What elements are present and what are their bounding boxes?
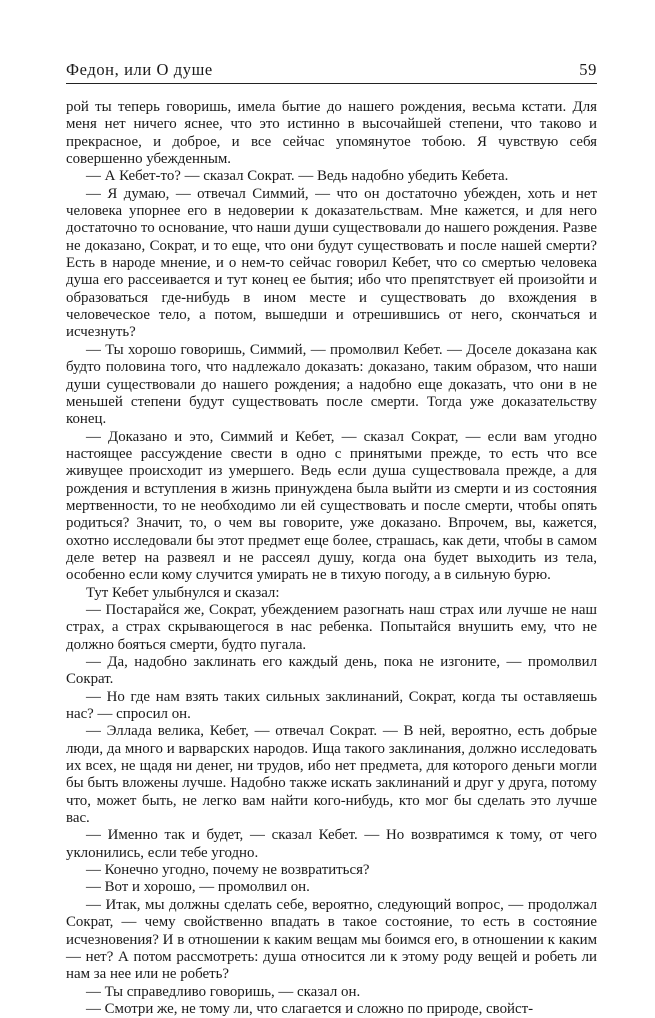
paragraph: — Ты хорошо говоришь, Симмий, — промолвил Кебет. — Доселе доказана как будто половина того, что надлежало доказать: доказано, таким образом, что наши души существовали до нашего рождения; а надобно еще доказать, что они в не меньшей степени будут существовать после смерти. Тогда уже доказательству конец. [66, 341, 597, 428]
paragraph: — Я думаю, — отвечал Симмий, — что он достаточно убежден, хоть и нет человека упорнее его в недоверии к доказательствам. Мне кажется, и для него достаточно то основание, что наши души существовали до нашего рождения. Разве не доказано, Сократ, и то еще, что они будут существовать и после нашей смерти? Есть в народе мнение, и о нем-то сейчас говорил Кебет, что со смертью человека душа его рассеивается и тут конец ее бытия; ибо что препятствует ей произойти и образоваться где-нибудь в ином месте и существовать до вхождения в человеческое тело, а потом, вышедши и отрешившись от него, скончаться и исчезнуть? [66, 185, 597, 341]
paragraph: — Вот и хорошо, — промолвил он. [86, 879, 310, 896]
paragraph: — Постарайся же, Сократ, убеждением разогнать наш страх или лучше не наш страх, а страх скрывающегося в нас ребенка. Попытайся внушить ему, что не должно бояться смерти, будто пугала. [66, 601, 597, 653]
page-number: 59 [579, 60, 597, 79]
paragraph: — Но где нам взять таких сильных заклинаний, Сократ, когда ты оставляешь нас? — спросил он. [66, 688, 597, 723]
running-title: Федон, или О душе [66, 60, 213, 79]
running-header [66, 58, 597, 84]
paragraph: — Смотри же, не тому ли, что слагается и сложно по природе, свойст- [86, 1000, 534, 1017]
paragraph: — Доказано и это, Симмий и Кебет, — сказал Сократ, — если вам угодно настоящее рассуждение свести в одно с принятыми прежде, то есть что все живущее происходит из умершего. Ведь если душа существовала прежде, а для рождения и вступления в жизнь принуждена была выйти из смерти и из состояния мертвенности, то не необходимо ли ей существовать и после смерти, чтобы опять родиться? Значит, то, о чем вы говорите, уже доказано. Впрочем, вы, кажется, охотно исследовали бы этот предмет еще более, страшась, как дети, чтобы в самом деле ветер на развеял и не рассеял душу, когда она будет выходить из тела, особенно если кому случится умирать не в тихую погоду, а в сильную бурю. [66, 428, 597, 584]
paragraph: — Итак, мы должны сделать себе, вероятно, следующий вопрос, — продолжал Сократ, — чему свойственно впадать в такое состояние, то есть в состояние исчезновения? И в отношении к каким вещам мы боимся его, в отношении к каким — нет? А потом рассмотреть: душа относится ли к этому роду вещей и робеть ли нам за нее или не робеть? [66, 896, 597, 983]
paragraph: рой ты теперь говоришь, имела бытие до нашего рождения, весьма кстати. Для меня нет ничего яснее, что это истинно в высочайшей степени, что таково и прекрасное, и доброе, и все сейчас упомянутое тобою. Я чувствую себя совершенно убежденным. [66, 99, 597, 168]
paragraph: — А Кебет-то? — сказал Сократ. — Ведь надобно убедить Кебета. [86, 168, 509, 185]
body-text [66, 99, 597, 1018]
paragraph: Тут Кебет улыбнулся и сказал: [86, 584, 280, 601]
paragraph: — Ты справедливо говоришь, — сказал он. [86, 983, 361, 1000]
paragraph: — Конечно угодно, почему не возвратиться? [86, 862, 370, 879]
paragraph: — Да, надобно заклинать его каждый день, пока не изгоните, — промолвил Сократ. [66, 654, 597, 688]
paragraph: — Эллада велика, Кебет, — отвечал Сократ. — В ней, вероятно, есть добрые люди, да много и варварских народов. Ища такого заклинания, должно исследовать их всех, не щадя ни денег, ни трудов, ибо нет предмета, для которого деньги могли бы быть вложены лучше. Надобно также искать заклинаний и друг у друга, потому что, может быть, не легко вам найти кого-нибудь, кто мог бы сделать это лучше вас. [66, 723, 597, 827]
paragraph: — Именно так и будет, — сказал Кебет. — Но возвратимся к тому, от чего уклонились, если тебе угодно. [66, 827, 597, 861]
